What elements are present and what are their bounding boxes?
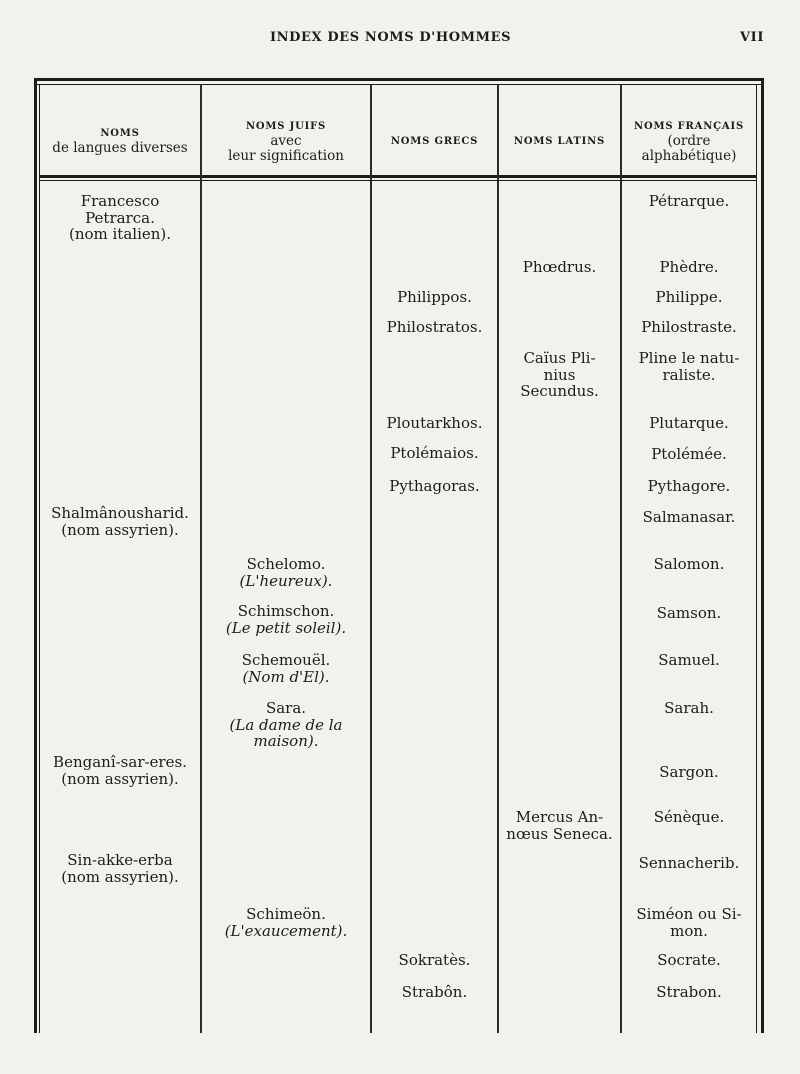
- cell-diverses: [40, 852, 200, 885]
- cell-latins: [499, 809, 620, 842]
- column-header-latins: [499, 106, 620, 176]
- cell-line: Ptolémée.: [651, 445, 727, 463]
- cell-line: Sara.: [265, 699, 307, 717]
- cell-juifs: [202, 556, 370, 589]
- cell-francais: [622, 509, 756, 526]
- cell-line: maison).: [253, 732, 319, 750]
- cell-line: Philostratos.: [386, 318, 483, 336]
- cell-line: Phœdrus.: [522, 258, 597, 276]
- cell-francais: [622, 605, 756, 622]
- column-header-subtitle: leur signification: [228, 147, 344, 164]
- cell-line: Sennacherib.: [638, 854, 740, 872]
- column-header-grecs: [372, 106, 497, 176]
- top-rule-thick: [34, 78, 764, 81]
- cell-line: Ploutarkhos.: [386, 414, 483, 432]
- cell-latins: [499, 350, 620, 400]
- column-header-label: NOMS LATINS: [513, 135, 606, 147]
- column-divider: [497, 84, 499, 1033]
- cell-francais: [622, 809, 756, 826]
- cell-line: Caïus Pli-: [523, 349, 596, 367]
- column-header-subtitle: alphabétique): [641, 147, 737, 164]
- cell-grecs: [372, 319, 497, 336]
- cell-francais: [622, 855, 756, 872]
- cell-line: Siméon ou Si-: [636, 905, 742, 923]
- cell-line: (L'exaucement).: [224, 921, 348, 940]
- column-header-subtitle: (ordre: [667, 132, 711, 149]
- header-rule-thin: [39, 180, 757, 181]
- cell-juifs: [202, 906, 370, 939]
- cell-line: Sargon.: [659, 763, 719, 781]
- column-header-juifs: [202, 106, 370, 176]
- cell-line: Francesco: [80, 192, 160, 210]
- cell-latins: [499, 259, 620, 276]
- cell-francais: [622, 700, 756, 717]
- cell-francais: [622, 259, 756, 276]
- cell-line: Schimschon.: [237, 602, 335, 620]
- cell-juifs: [202, 652, 370, 685]
- column-header-label: NOMS: [100, 128, 140, 139]
- cell-line: Schimeön.: [246, 905, 326, 923]
- cell-francais: [622, 446, 756, 463]
- cell-line: Samson.: [656, 604, 722, 622]
- cell-line: Benganî-sar-eres.: [53, 753, 187, 771]
- cell-line: Shalmânousharid.: [51, 504, 189, 522]
- cell-line: Salomon.: [653, 555, 725, 573]
- index-table: [34, 78, 764, 1033]
- cell-line: (nom italien).: [68, 225, 172, 243]
- cell-francais: [622, 350, 756, 383]
- column-header-diverses: [40, 106, 200, 176]
- cell-francais: [622, 652, 756, 669]
- column-divider: [370, 84, 372, 1033]
- column-header-subtitle: de langues diverses: [52, 140, 188, 156]
- cell-line: (nom assyrien).: [61, 520, 179, 539]
- cell-line: Sarah.: [664, 699, 714, 717]
- cell-line: Mercus An-: [515, 808, 604, 826]
- cell-line: Pythagoras.: [389, 477, 480, 495]
- cell-francais: [622, 319, 756, 336]
- right-border-thin: [756, 84, 757, 1033]
- cell-line: Philostraste.: [641, 318, 737, 336]
- running-head: [0, 30, 800, 50]
- cell-line: Secundus.: [520, 382, 599, 400]
- top-rule-thin: [34, 84, 764, 85]
- cell-line: Salmanasar.: [642, 508, 736, 526]
- cell-line: Plutarque.: [649, 414, 729, 432]
- cell-grecs: [372, 952, 497, 969]
- cell-francais: [622, 556, 756, 573]
- cell-grecs: [372, 289, 497, 306]
- cell-grecs: [372, 984, 497, 1001]
- left-border-thick: [34, 78, 37, 1033]
- column-header-label: NOMS JUIFS: [245, 120, 327, 132]
- cell-line: Ptolémaios.: [390, 444, 479, 462]
- cell-line: Schelomo.: [246, 555, 326, 573]
- cell-francais: [622, 478, 756, 495]
- cell-line: Schemouël.: [241, 651, 331, 669]
- cell-grecs: [372, 445, 497, 462]
- cell-line: (Nom d'El).: [242, 667, 330, 686]
- page-number: VII: [740, 30, 765, 45]
- cell-line: (nom assyrien).: [61, 769, 179, 788]
- cell-line: Sin-akke-erba: [67, 851, 173, 869]
- cell-line: Strabon.: [656, 983, 722, 1001]
- column-header-label: NOMS FRANÇAIS: [634, 120, 744, 132]
- cell-line: Sénèque.: [653, 808, 725, 826]
- running-head-title: INDEX DES NOMS D'HOMMES: [270, 30, 512, 45]
- cell-juifs: [202, 700, 370, 750]
- cell-grecs: [372, 478, 497, 495]
- cell-francais: [622, 984, 756, 1001]
- cell-grecs: [372, 415, 497, 432]
- cell-line: raliste.: [662, 365, 716, 384]
- cell-francais: [622, 289, 756, 306]
- cell-line: Pythagore.: [647, 477, 731, 495]
- cell-francais: [622, 764, 756, 781]
- cell-line: nœus Seneca.: [506, 824, 613, 843]
- cell-line: (Le petit soleil).: [225, 618, 347, 637]
- cell-francais: [622, 952, 756, 969]
- cell-line: Socrate.: [657, 951, 721, 969]
- cell-juifs: [202, 603, 370, 636]
- cell-francais: [622, 193, 756, 210]
- cell-line: Philippe.: [655, 288, 723, 306]
- cell-line: (La dame de la: [229, 715, 343, 734]
- cell-line: Strabôn.: [401, 983, 468, 1001]
- cell-francais: [622, 906, 756, 939]
- cell-line: Petrarca.: [85, 208, 155, 227]
- cell-line: mon.: [670, 921, 708, 940]
- column-header-francais: [622, 106, 756, 176]
- cell-line: Samuel.: [658, 651, 720, 669]
- cell-line: Pétrarque.: [648, 192, 730, 210]
- cell-line: (nom assyrien).: [61, 867, 179, 886]
- cell-line: (L'heureux).: [239, 571, 333, 590]
- right-border-thick: [761, 78, 764, 1033]
- cell-francais: [622, 415, 756, 432]
- cell-line: Sokratès.: [398, 951, 471, 969]
- cell-line: Pline le natu-: [638, 349, 740, 367]
- cell-line: nius: [543, 365, 576, 384]
- cell-line: Philippos.: [397, 288, 472, 306]
- column-header-subtitle: avec: [270, 132, 302, 149]
- cell-diverses: [40, 193, 200, 243]
- cell-diverses: [40, 505, 200, 538]
- cell-diverses: [40, 754, 200, 787]
- column-header-label: NOMS GRECS: [390, 135, 479, 147]
- cell-line: Phèdre.: [659, 258, 719, 276]
